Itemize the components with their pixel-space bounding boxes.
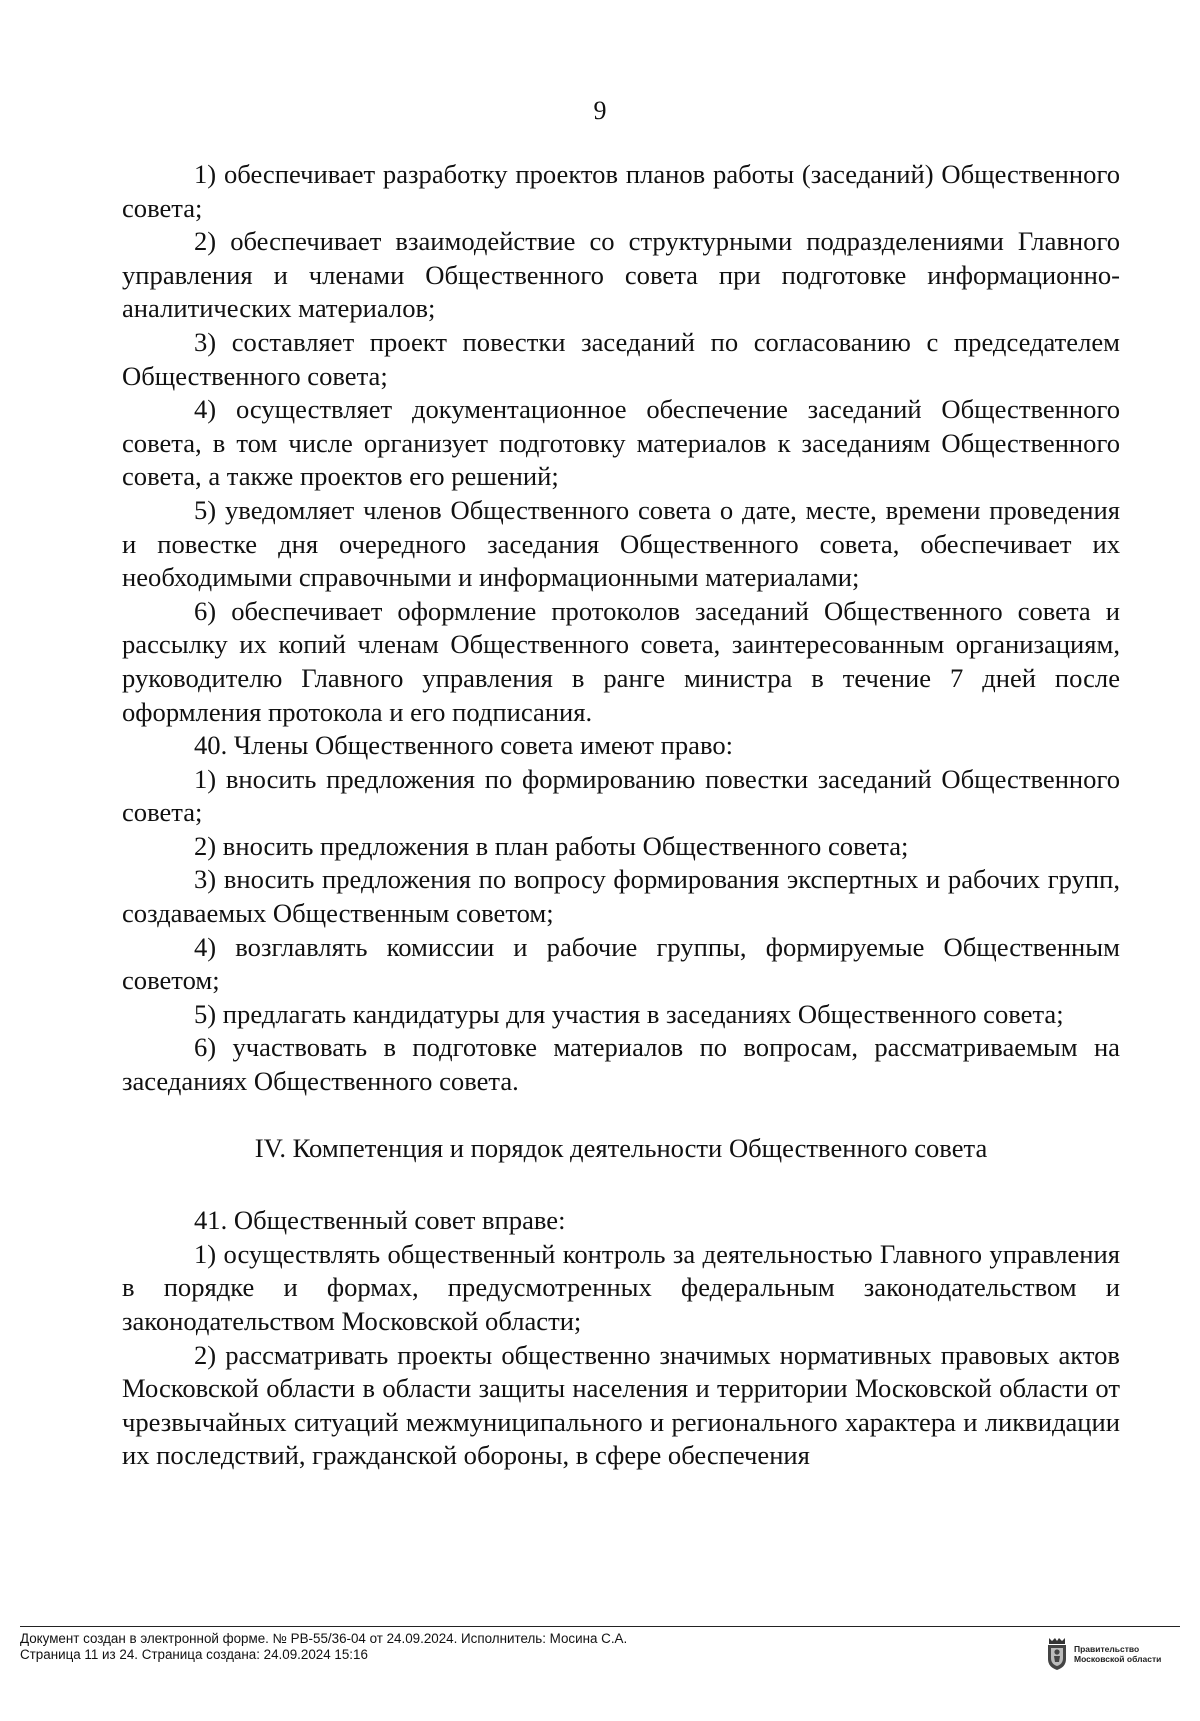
paragraph-41-heading: 41. Общественный совет вправе: — [194, 1205, 566, 1236]
section-heading: IV. Компетенция и порядок деятельности Общественного совета — [254, 1132, 988, 1163]
footer-document-line: Документ создан в электронной форме. № РВ-55/36-04 от 24.09.2024. Исполнитель: Мосина С.А. — [20, 1631, 628, 1646]
footer-divider — [20, 1626, 1180, 1627]
paragraph-41-item-1: 1) осуществлять общественный контроль за деятельностью Главного управления в порядке и формах, предусмотренных федеральным законодательством и законодательством Московской области; — [122, 1238, 1120, 1336]
page-number: 9 — [593, 96, 607, 125]
moscow-oblast-coat-of-arms-icon — [1046, 1637, 1068, 1671]
paragraph-39-item-5: 5) уведомляет членов Общественного совета о дате, месте, времени проведения и повестке дня очередного заседания Общественного совета, обеспечивает их необходимыми справочными и информационными материалами; — [122, 494, 1120, 593]
paragraph-41-item-2: 2) рассматривать проекты общественно значимых нормативных правовых актов Московской области в области защиты населения и территории Московской области от чрезвычайных ситуаций межмуниципального и регионального характера и ликвидации их последствий, гражданской обороны, в сфере обеспечения — [122, 1339, 1120, 1471]
paragraph-40-item-1: 1) вносить предложения по формированию повестки заседаний Общественного совета; — [122, 763, 1120, 828]
footer-page-line: Страница 11 из 24. Страница создана: 24.09.2024 15:16 — [20, 1647, 368, 1662]
paragraph-39-item-3: 3) составляет проект повестки заседаний по согласованию с председателем Общественного совета; — [122, 326, 1120, 391]
paragraph-39-item-6: 6) обеспечивает оформление протоколов заседаний Общественного совета и рассылку их копий членам Общественного совета, заинтересованным организациям, руководителю Главного управления в ранге министра в течение 7 дней после оформления протокола и его подписания. — [122, 595, 1120, 727]
paragraph-39-item-2: 2) обеспечивает взаимодействие со структурными подразделениями Главного управления и членами Общественного совета при подготовке информационно-аналитических материалов; — [122, 226, 1120, 324]
government-label-line2: Московской области — [1074, 1654, 1162, 1664]
government-label — [1074, 1644, 1161, 1664]
footer-info — [20, 1631, 920, 1663]
paragraph-40-item-4: 4) возглавлять комиссии и рабочие группы, формируемые Общественным советом; — [122, 931, 1120, 996]
paragraph-40-item-6: 6) участвовать в подготовке материалов по вопросам, рассматриваемым на заседаниях Общественного совета. — [122, 1032, 1120, 1097]
government-label-line1: Правительство — [1074, 1644, 1140, 1654]
government-logo — [1046, 1634, 1186, 1674]
paragraph-40-item-3: 3) вносить предложения по вопросу формирования экспертных и рабочих групп, создаваемых Общественным советом; — [122, 864, 1120, 929]
paragraph-40-item-5: 5) предлагать кандидатуры для участия в заседаниях Общественного совета; — [194, 998, 1064, 1029]
paragraph-39-item-1: 1) обеспечивает разработку проектов планов работы (заседаний) Общественного совета; — [122, 159, 1120, 223]
paragraph-39-item-4: 4) осуществляет документационное обеспечение заседаний Общественного совета, в том числе организует подготовку материалов к заседаниям Общественного совета, а также проектов его решений; — [122, 394, 1120, 492]
paragraph-40-item-2: 2) вносить предложения в план работы Общественного совета; — [194, 830, 909, 861]
document-body — [122, 158, 1120, 1473]
paragraph-40-heading: 40. Члены Общественного совета имеют право: — [194, 730, 734, 761]
